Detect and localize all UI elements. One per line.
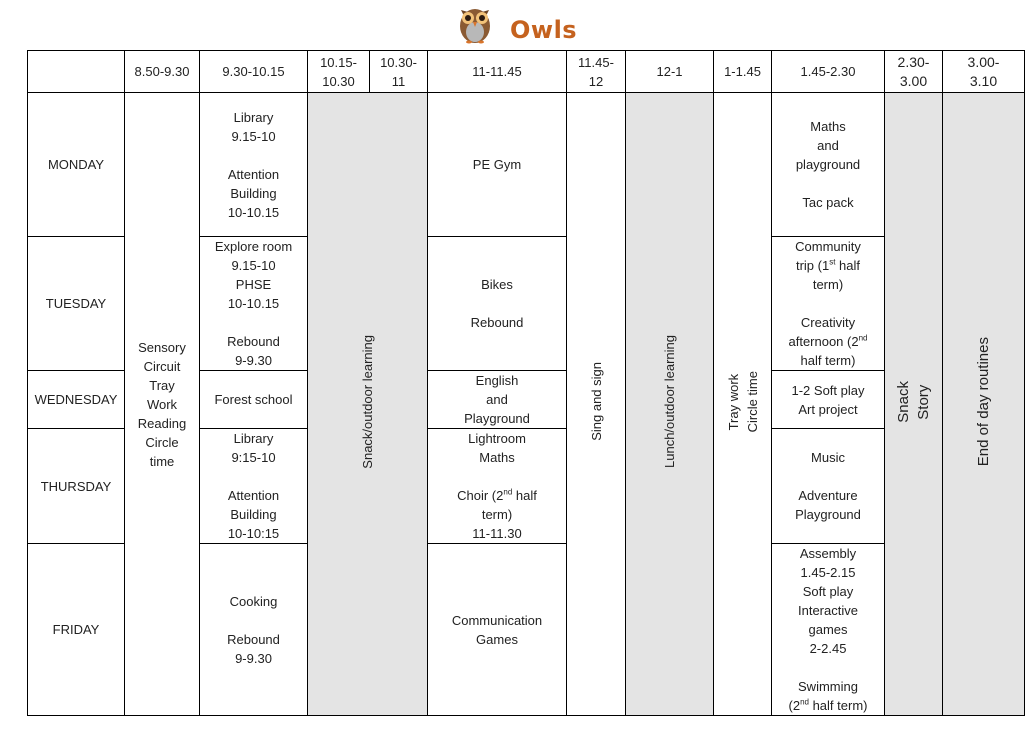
time-header: 3.00- 3.10 (943, 51, 1025, 93)
lunch-outdoor-label: Lunch/outdoor learning (662, 335, 677, 468)
time-header: 11.45- 12 (567, 51, 626, 93)
tuesday-930: Explore room 9.15-10 PHSE 10-10.15 Rebound 9-9.30 (200, 237, 308, 371)
day-row-monday (28, 93, 1025, 237)
page-header (0, 0, 1036, 48)
monday-145: Maths and playground Tac pack (772, 93, 885, 237)
time-header-row (28, 51, 1025, 93)
snack-story-column (885, 93, 943, 716)
friday-145-part-a: Assembly 1.45-2.15 Soft play Interactive games 2-2.45 Swimming (2 (788, 546, 858, 713)
tuesday-145 (772, 237, 885, 371)
time-header: 9.30-10.15 (200, 51, 308, 93)
end-of-day-label: End of day routines (974, 336, 992, 467)
time-header: 11-11.45 (428, 51, 567, 93)
friday-145 (772, 544, 885, 716)
wednesday-145: 1-2 Soft play Art project (772, 371, 885, 429)
snack-outdoor-label: Snack/outdoor learning (360, 334, 375, 469)
time-header: 8.50-9.30 (125, 51, 200, 93)
time-header: 10.30- 11 (370, 51, 428, 93)
sing-sign-column (567, 93, 626, 716)
friday-930: Cooking Rebound 9-9.30 (200, 544, 308, 716)
monday-930: Library 9.15-10 Attention Building 10-10.15 (200, 93, 308, 237)
tuesday-145-part-a: Community trip (1 (795, 239, 861, 273)
lunch-outdoor-column (626, 93, 714, 716)
day-label: MONDAY (28, 93, 125, 237)
thursday-11-part-a: Lightroom Maths Choir (2 (457, 431, 526, 503)
superscript: st (829, 257, 836, 267)
day-label: THURSDAY (28, 429, 125, 544)
monday-11: PE Gym (428, 93, 567, 237)
tuesday-145-part-b: half term) Creativity afternoon (2 (788, 258, 861, 349)
timetable (27, 50, 1025, 716)
snack-outdoor-column (308, 93, 428, 716)
tuesday-145-part-c: half term) (800, 353, 856, 368)
end-of-day-column (943, 93, 1025, 716)
superscript: nd (800, 697, 809, 707)
time-header: 2.30- 3.00 (885, 51, 943, 93)
owl-icon (455, 2, 495, 44)
thursday-930: Library 9:15-10 Attention Building 10-10:15 (200, 429, 308, 544)
time-header: 10.15- 10.30 (308, 51, 370, 93)
day-label: WEDNESDAY (28, 371, 125, 429)
time-header: 12-1 (626, 51, 714, 93)
class-title: Owls (510, 16, 578, 44)
time-header: 1-1.45 (714, 51, 772, 93)
thursday-11 (428, 429, 567, 544)
friday-11: Communication Games (428, 544, 567, 716)
superscript: nd (858, 333, 868, 343)
wednesday-11: English and Playground (428, 371, 567, 429)
day-label: FRIDAY (28, 544, 125, 716)
day-label: TUESDAY (28, 237, 125, 371)
friday-145-part-b: half term) (808, 698, 868, 713)
superscript: nd (503, 487, 513, 497)
tuesday-11: Bikes Rebound (428, 237, 567, 371)
wednesday-930: Forest school (200, 371, 308, 429)
thursday-145: Music Adventure Playground (772, 429, 885, 544)
morning-activities: Sensory Circuit Tray Work Reading Circle time (125, 93, 200, 716)
tray-circle-column (714, 93, 772, 716)
tray-circle-label: Tray work Circle time (725, 370, 760, 433)
snack-story-label: Snack Story (894, 380, 932, 423)
thursday-11-part-b: half term) 11-11.30 (472, 488, 537, 541)
corner-cell (28, 51, 125, 93)
time-header: 1.45-2.30 (772, 51, 885, 93)
sing-sign-label: Sing and sign (588, 362, 604, 441)
